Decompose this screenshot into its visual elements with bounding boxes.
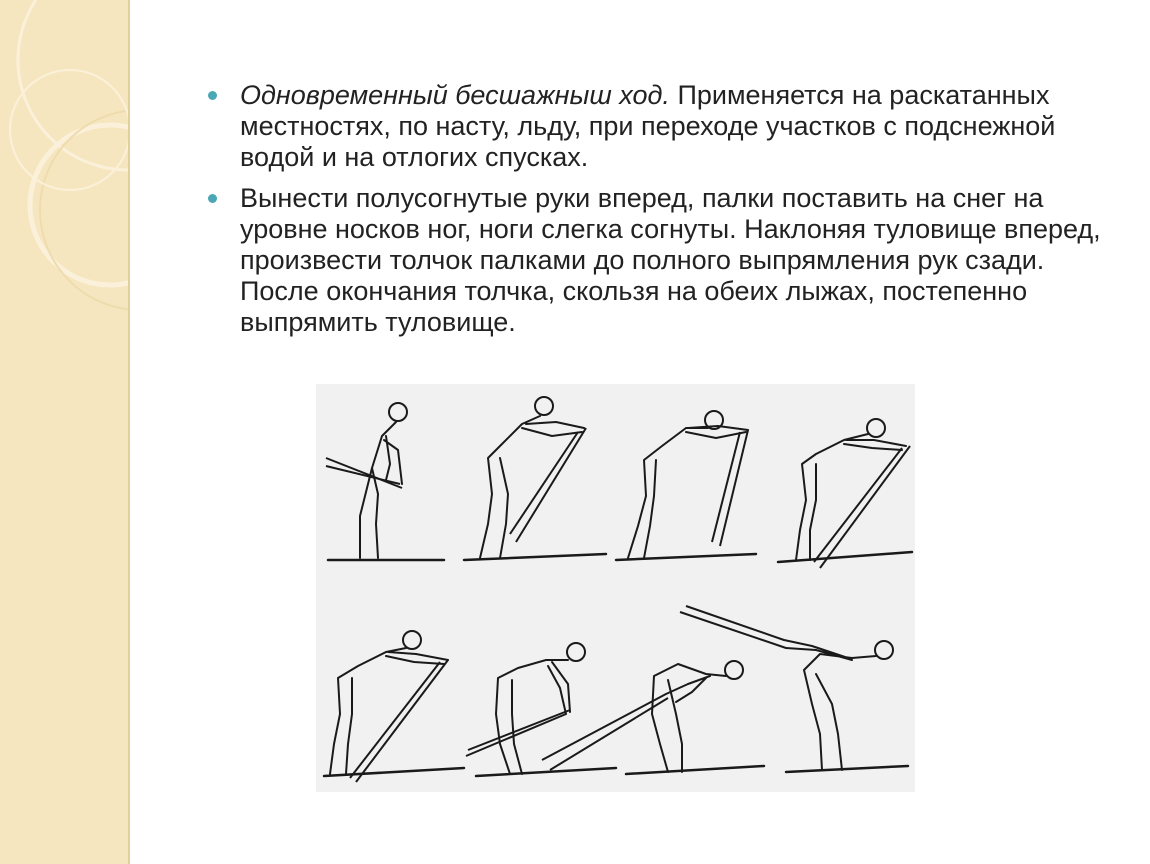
skier-phase-6 [466, 643, 616, 776]
skier-phase-3 [616, 411, 756, 560]
skier-phase-7 [542, 661, 764, 774]
skier-phase-4 [778, 419, 912, 568]
skier-phase-1 [326, 403, 444, 560]
bullet-text [240, 183, 1102, 338]
decorative-side-panel [0, 0, 130, 864]
bullet-body: Вынести полусогнутые руки вперед, палки поставить на снег на уровне носков ног, ноги слегка согнуты. Наклоняя туловище вперед, произвести толчок палками до полного выпрямления рук сзади. После окончания толчка, скользя на обеих лыжах, постепенно выпрямить туловище. [240, 183, 1101, 337]
bullet-item-2 [202, 183, 1102, 338]
bullet-icon [208, 91, 217, 100]
bullet-icon [208, 194, 217, 203]
skier-technique-figure [316, 384, 915, 792]
skier-phases-drawing [316, 384, 915, 792]
skier-phase-2 [464, 397, 606, 560]
bullet-item-1 [202, 80, 1102, 173]
decorative-circles [0, 0, 128, 864]
skier-phase-8 [680, 606, 908, 772]
slide-content [202, 80, 1102, 348]
bullet-italic-lead: Одновременный бесшажныш ход. [240, 80, 670, 110]
skier-phase-5 [324, 631, 464, 782]
bullet-body: Применяется на раскатанных местностях, по насту, льду, при переходе участков с подснежной водой и на отлогих спусках. [240, 80, 1056, 172]
bullet-text [240, 80, 1102, 173]
